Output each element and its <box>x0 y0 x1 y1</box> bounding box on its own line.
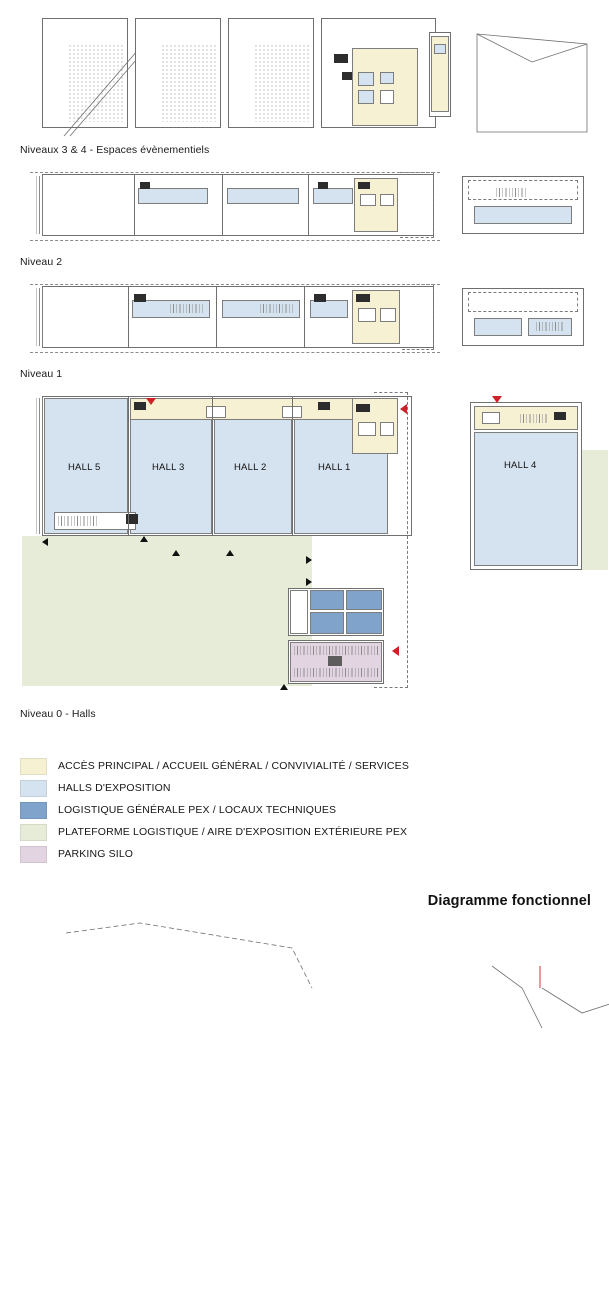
hall-5-label: HALL 5 <box>68 462 101 473</box>
level0-core-2 <box>318 402 330 410</box>
parking-hatch-bottom <box>294 668 378 677</box>
flow-arrow-right-2 <box>306 578 312 586</box>
level0-core-1 <box>134 402 146 410</box>
flow-arrow-red-3 <box>146 398 156 405</box>
flow-arrow-right-1 <box>306 556 312 564</box>
label-level-0: Niveau 0 - Halls <box>20 708 96 720</box>
level1-divider-1 <box>128 286 129 348</box>
level2-right-hatch <box>496 188 526 197</box>
seating-hatch-a <box>68 44 124 122</box>
level1-right-hall-a <box>474 318 522 336</box>
flow-arrow-red-1 <box>400 404 407 414</box>
access-zone-level34 <box>352 48 418 126</box>
level1-dashed-right <box>402 284 434 350</box>
level2-axis-top <box>30 172 440 173</box>
legend-item-plateforme-logistique <box>20 821 490 843</box>
flow-arrow-left-1 <box>42 538 48 546</box>
flow-arrow-red-2 <box>392 646 399 656</box>
level2-core-1 <box>140 182 150 189</box>
legend-item-halls-exposition <box>20 777 490 799</box>
legend-label-halls-exposition: HALLS D'EXPOSITION <box>58 782 171 794</box>
flow-arrow-up-4 <box>280 684 288 690</box>
legend-label-logistique-generale: LOGISTIQUE GÉNÉRALE PEX / LOCAUX TECHNIQUES <box>58 804 337 816</box>
legend-swatch-plateforme-logistique <box>20 824 47 841</box>
level2-divider-2 <box>222 174 223 236</box>
level1-core-1 <box>134 294 146 302</box>
level2-service-b <box>380 194 394 206</box>
label-level-1: Niveau 1 <box>20 368 63 380</box>
level1-right-dashed <box>468 292 578 312</box>
hall-4-arrow-red <box>492 396 502 403</box>
level1-hatch-strip-2 <box>260 304 294 313</box>
plan-levels-3-4 <box>22 14 587 136</box>
level0-divider-1 <box>128 396 129 536</box>
level1-divider-3 <box>304 286 305 348</box>
legend-item-parking-silo <box>20 843 490 865</box>
core-dark-level34 <box>334 54 348 63</box>
level0-left-hatch <box>36 398 44 534</box>
level2-right-hall <box>474 206 572 224</box>
page-title: Diagramme fonctionnel <box>427 893 591 909</box>
logistics-service <box>290 590 308 634</box>
logistics-block-3 <box>310 612 344 634</box>
level1-service-a <box>358 308 376 322</box>
hall-block-level34-2 <box>358 90 374 104</box>
level2-core-2 <box>318 182 328 189</box>
level0-divider-3 <box>292 396 293 536</box>
hall-4-hatch <box>520 414 548 423</box>
legend-swatch-parking-silo <box>20 846 47 863</box>
level1-left-hatch <box>36 288 44 346</box>
label-level-3-4: Niveaux 3 & 4 - Espaces évènementiels <box>20 144 210 156</box>
hall-3-label: HALL 3 <box>152 462 185 473</box>
logistics-block-4 <box>346 612 382 634</box>
level2-dashed-right <box>400 172 434 238</box>
flow-arrow-up-1 <box>140 536 148 542</box>
level1-service-b <box>380 308 396 322</box>
level2-hall-block-3 <box>313 188 353 204</box>
level1-hatch-strip-1 <box>170 304 204 313</box>
parking-hatch-top <box>294 646 378 655</box>
level1-divider-2 <box>216 286 217 348</box>
hall-4-core <box>554 412 566 420</box>
level1-right-hatch <box>536 322 564 331</box>
level0-access-strip <box>130 398 388 420</box>
level1-axis-bottom <box>30 352 440 353</box>
legend-swatch-halls-exposition <box>20 780 47 797</box>
hall-4-label: HALL 4 <box>504 460 537 471</box>
legend-swatch-logistique-generale <box>20 802 47 819</box>
level2-hall-block-1 <box>138 188 208 204</box>
platform-zone-main <box>22 536 312 686</box>
flow-arrow-up-2 <box>172 550 180 556</box>
parking-core <box>328 656 342 666</box>
plan-level-2 <box>22 168 587 246</box>
legend-item-logistique-generale <box>20 799 490 821</box>
seating-hatch-c <box>254 44 310 122</box>
level0-core-3 <box>356 404 370 412</box>
hall-1-label: HALL 1 <box>318 462 351 473</box>
level2-core-3 <box>358 182 370 189</box>
flow-arrow-up-3 <box>226 550 234 556</box>
logistics-block-2 <box>346 590 382 610</box>
strip-block-level34 <box>434 44 446 54</box>
logistics-block-1 <box>310 590 344 610</box>
level1-axis-top <box>30 284 440 285</box>
level2-left-hatch <box>36 176 44 234</box>
legend-swatch-acces-principal <box>20 758 47 775</box>
hall-block-level34-3 <box>380 72 394 84</box>
service-block-level34 <box>380 90 394 104</box>
hall-block-level34-1 <box>358 72 374 86</box>
label-level-2: Niveau 2 <box>20 256 63 268</box>
level2-axis-bottom <box>30 240 440 241</box>
level2-hall-block-2 <box>227 188 299 204</box>
level0-bottom-hatch <box>58 516 98 526</box>
level1-core-3 <box>356 294 370 302</box>
hall-4-area <box>474 432 578 566</box>
plan-level-0 <box>22 388 587 708</box>
level0-divider-2 <box>212 396 213 536</box>
hall-2-label: HALL 2 <box>234 462 267 473</box>
seating-hatch-b <box>161 44 217 122</box>
hall-4-service <box>482 412 500 424</box>
level0-service-a <box>206 406 226 418</box>
legend-label-acces-principal: ACCÈS PRINCIPAL / ACCUEIL GÉNÉRAL / CONVIVIALITÉ / SERVICES <box>58 760 409 772</box>
level2-divider-3 <box>308 174 309 236</box>
legend-item-acces-principal <box>20 755 490 777</box>
legend-label-plateforme-logistique: PLATEFORME LOGISTIQUE / AIRE D'EXPOSITION EXTÉRIEURE PEX <box>58 826 408 838</box>
level2-divider-1 <box>134 174 135 236</box>
level1-core-2 <box>314 294 326 302</box>
plan-level-1 <box>22 280 587 358</box>
legend <box>20 755 490 865</box>
level2-service-a <box>360 194 376 206</box>
level1-hall-block-3 <box>310 300 348 318</box>
core-dark-level34-b <box>342 72 352 80</box>
legend-label-parking-silo: PARKING SILO <box>58 848 134 860</box>
